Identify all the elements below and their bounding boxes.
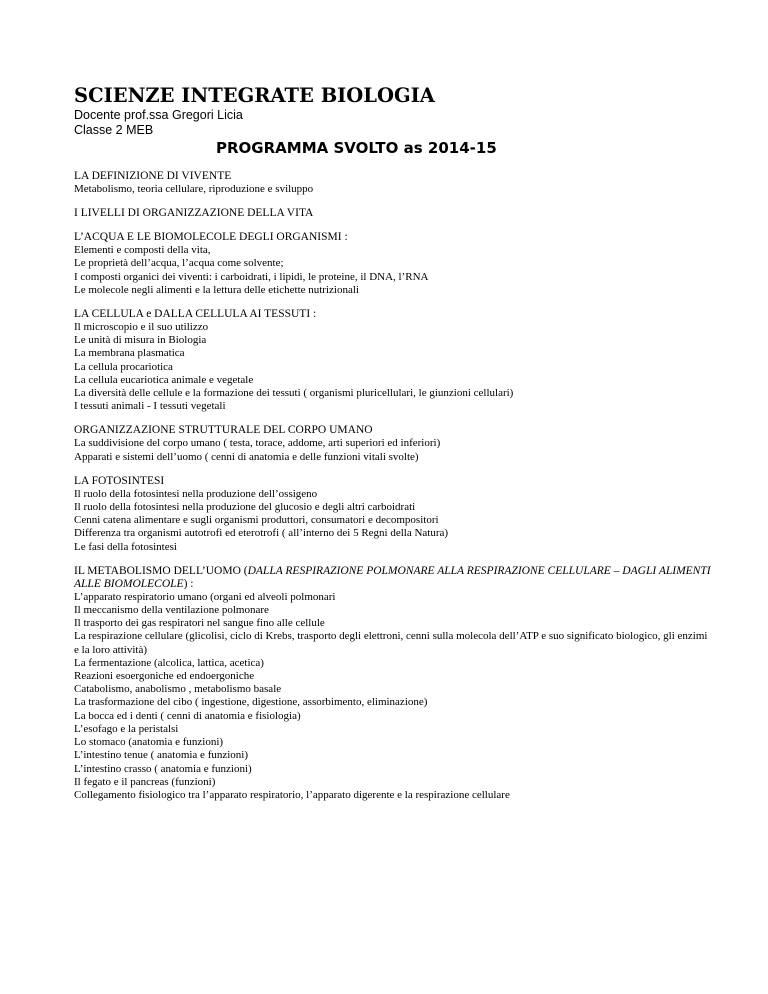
section-line: Collegamento fisiologico tra l’apparato respiratorio, l’apparato digerente e la respirazione cellulare bbox=[74, 788, 510, 801]
section-heading: LA CELLULA e DALLA CELLULA AI TESSUTI : bbox=[74, 308, 317, 321]
section-line: Metabolismo, teoria cellulare, riproduzione e sviluppo bbox=[74, 183, 314, 195]
program-title: PROGRAMMA SVOLTO as 2014-15 bbox=[216, 139, 497, 157]
document-content bbox=[74, 84, 714, 813]
section-cellula-tessuti bbox=[74, 308, 714, 413]
section-line: La fermentazione (alcolica, lattica, acetica) bbox=[74, 656, 264, 669]
section-heading: LA DEFINIZIONE DI VIVENTE bbox=[74, 170, 232, 182]
section-line: L’intestino crasso ( anatomia e funzioni) bbox=[74, 762, 252, 775]
section-line: La trasformazione del cibo ( ingestione, digestione, assorbimento, eliminazione) bbox=[74, 696, 428, 709]
section-line: L’esofago e la peristalsi bbox=[74, 722, 179, 735]
section-line: La suddivisione del corpo umano ( testa, torace, addome, arti superiori ed inferiori) bbox=[74, 437, 441, 450]
section-line: Differenza tra organismi autotrofi ed eterotrofi ( all’interno dei 5 Regni della Natura) bbox=[74, 527, 449, 540]
section-line: Le unità di misura in Biologia bbox=[74, 334, 207, 347]
section-acqua-biomolecole bbox=[74, 231, 714, 297]
section-line: I tessuti animali - I tessuti vegetali bbox=[74, 400, 226, 413]
section-line: Le proprietà dell’acqua, l’acqua come solvente; bbox=[74, 257, 284, 270]
section-corpo-umano bbox=[74, 424, 714, 463]
section-line: L’apparato respiratorio umano (organi ed alveoli polmonari bbox=[74, 590, 336, 603]
section-line: Catabolismo, anabolismo , metabolismo basale bbox=[74, 683, 282, 696]
heading-plain: IL METABOLISMO DELL’UOMO ( bbox=[74, 564, 248, 577]
section-line: La cellula procariotica bbox=[74, 360, 173, 373]
section-livelli-organizzazione bbox=[74, 207, 714, 220]
section-line: La cellula eucariotica animale e vegetale bbox=[74, 373, 254, 386]
section-line: Il fegato e il pancreas (funzioni) bbox=[74, 775, 216, 788]
section-line: La diversità delle cellule e la formazione dei tessuti ( organismi pluricellulari, le giunzioni cellulari) bbox=[74, 387, 514, 400]
section-line: Le fasi della fotosintesi bbox=[74, 540, 177, 553]
section-line: Il meccanismo della ventilazione polmonare bbox=[74, 604, 269, 617]
section-heading bbox=[74, 565, 714, 591]
section-line: Le molecole negli alimenti e la lettura delle etichette nutrizionali bbox=[74, 283, 359, 296]
heading-tail: ) : bbox=[183, 577, 194, 590]
section-line: Cenni catena alimentare e sugli organismi produttori, consumatori e decompositori bbox=[74, 514, 439, 527]
section-definizione-vivente bbox=[74, 170, 714, 196]
section-fotosintesi bbox=[74, 475, 714, 554]
section-heading: LA FOTOSINTESI bbox=[74, 474, 165, 487]
teacher-name: Docente prof.ssa Gregori Licia bbox=[74, 108, 243, 122]
section-line: Il microscopio e il suo utilizzo bbox=[74, 321, 209, 334]
section-line: Elementi e composti della vita, bbox=[74, 244, 211, 257]
section-line: La bocca ed i denti ( cenni di anatomia e fisiologia) bbox=[74, 709, 301, 722]
section-metabolismo-uomo bbox=[74, 565, 714, 802]
section-heading: L’ACQUA E LE BIOMOLECOLE DEGLI ORGANISMI : bbox=[74, 231, 348, 244]
section-line: La membrana plasmatica bbox=[74, 347, 185, 360]
section-line: Reazioni esoergoniche ed endoergoniche bbox=[74, 670, 255, 683]
section-line: Il ruolo della fotosintesi nella produzione dell’ossigeno bbox=[74, 487, 318, 500]
section-line: Apparati e sistemi dell’uomo ( cenni di anatomia e delle funzioni vitali svolte) bbox=[74, 450, 419, 463]
section-line: L’intestino tenue ( anatomia e funzioni) bbox=[74, 749, 249, 762]
section-heading: ORGANIZZAZIONE STRUTTURALE DEL CORPO UMANO bbox=[74, 424, 373, 437]
heading-italic: DALLA RESPIRAZIONE POLMONARE ALLA RESPIRAZIONE CELLULARE – DAGLI ALIMENTI ALLE BIOMOLECOLE bbox=[74, 564, 711, 590]
document-title: SCIENZE INTEGRATE BIOLOGIA bbox=[74, 84, 435, 107]
section-line: Lo stomaco (anatomia e funzioni) bbox=[74, 736, 224, 749]
section-line: I composti organici dei viventi: i carboidrati, i lipidi, le proteine, il DNA, l’RNA bbox=[74, 270, 429, 283]
section-heading: I LIVELLI DI ORGANIZZAZIONE DELLA VITA bbox=[74, 207, 314, 220]
class-name: Classe 2 MEB bbox=[74, 123, 154, 137]
section-line: La respirazione cellulare (glicolisi, ciclo di Krebs, trasporto degli elettroni, cenni sulla molecola dell’ATP e suo significato biologico, gli enzimi e la loro attività) bbox=[74, 630, 708, 656]
section-line: Il trasporto dei gas respiratori nel sangue fino alle cellule bbox=[74, 617, 325, 630]
section-line: Il ruolo della fotosintesi nella produzione del glucosio e degli altri carboidrati bbox=[74, 501, 416, 514]
